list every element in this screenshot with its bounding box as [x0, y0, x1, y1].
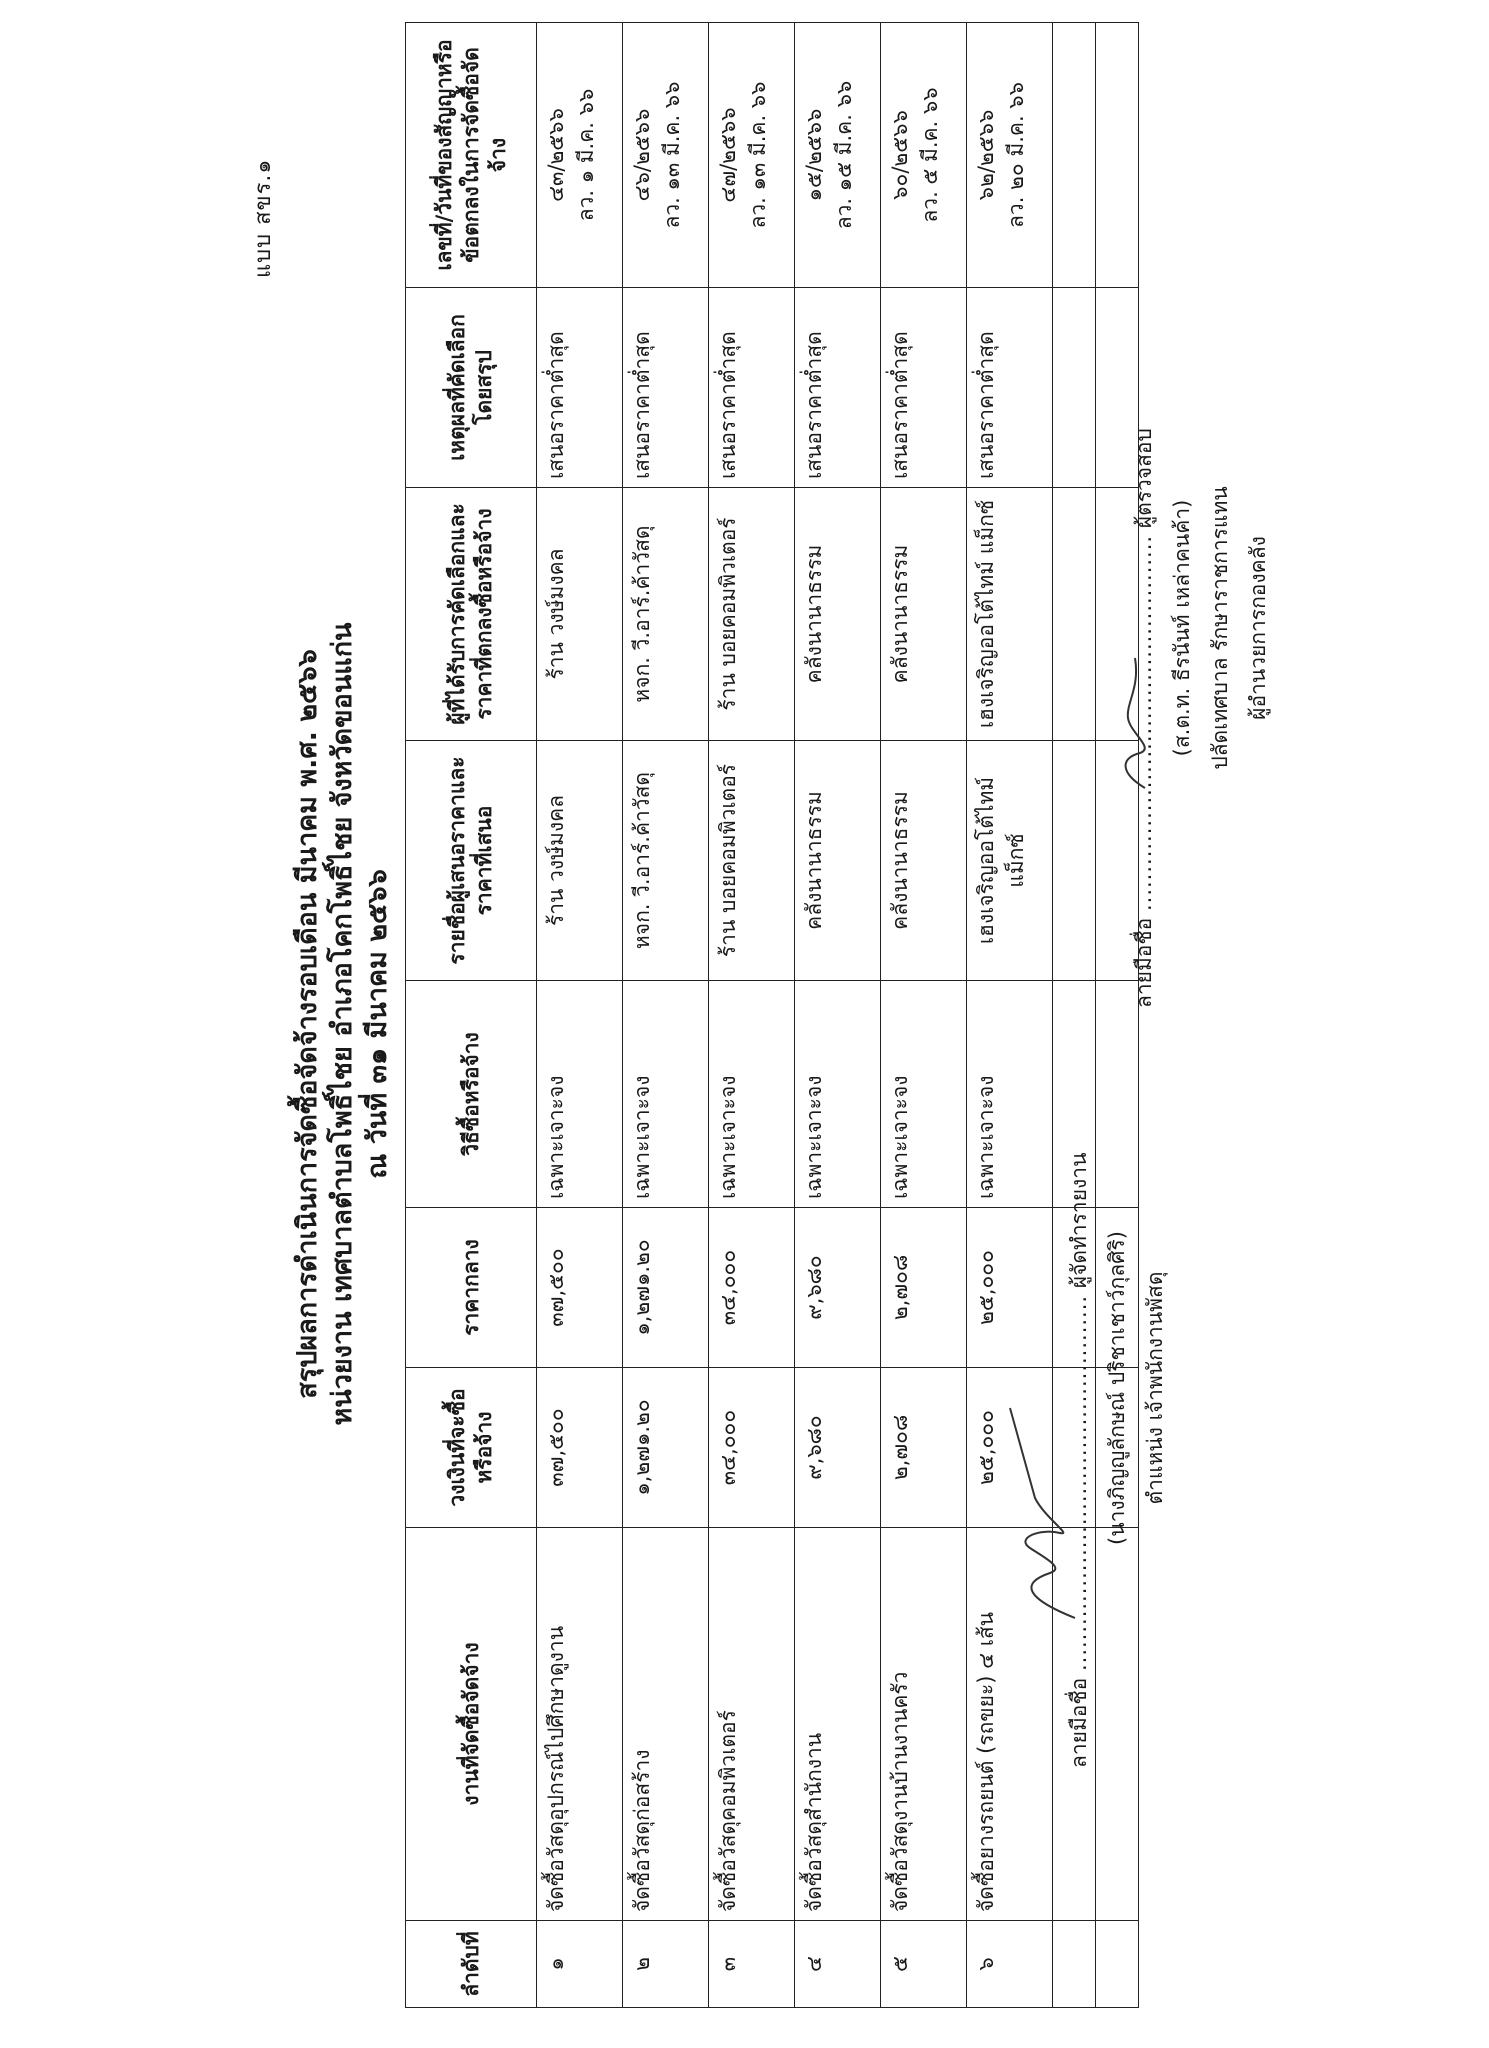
cell-method: เฉพาะเจาะจง [795, 981, 881, 1208]
cell-item: จัดซื้อวัสดุอุปกรณ์ไปศึกษาดูงาน [537, 1528, 623, 1921]
cell-contract [623, 23, 709, 288]
verifier-sign-label: ลายมือชื่อ [1132, 917, 1156, 1008]
contract-date: ลว. ๒๐ มี.ค. ๖๖ [1004, 82, 1028, 228]
cell-item: จัดซื้อยางรถยนต์ (รถขยะ) ๔ เส้น [967, 1528, 1053, 1921]
cell-no: ๓ [709, 1921, 795, 2008]
table-row [709, 23, 795, 2008]
cell-method: เฉพาะเจาะจง [709, 981, 795, 1208]
contract-number: ๖๒/๒๕๖๖ [974, 109, 998, 201]
header-bidders: รายชื่อผู้เสนอราคาและราคาที่เสนอ [406, 741, 537, 981]
header-reason: เหตุผลที่คัดเลือกโดยสรุป [406, 288, 537, 488]
contract-number: ๑๕/๒๕๖๖ [802, 108, 826, 202]
cell-method: เฉพาะเจาะจง [881, 981, 967, 1208]
contract-date: ลว. ๑๓ มี.ค. ๖๖ [746, 81, 770, 229]
title-line-1: สรุปผลการดำเนินการจัดซื้อจัดจ้างรอบเดือน มีนาคม พ.ศ. ๒๕๖๖ [292, 649, 323, 1399]
header-median-price: ราคากลาง [406, 1208, 537, 1368]
cell-bidders: ร้าน วงษ์มงคล [537, 741, 623, 981]
cell-winner: หจก. วี.อาร์.ค้าวัสดุ [623, 488, 709, 741]
title-line-2: หน่วยงาน เทศบาลตำบลโพธิ์ไชย อำเภอโคกโพธิ์ไชย จังหวัดขอนแก่น [327, 622, 358, 1426]
procurement-table [405, 22, 1139, 2008]
cell-item: จัดซื้อวัสดุคอมพิวเตอร์ [709, 1528, 795, 1921]
cell-bidders: หจก. วี.อาร์.ค้าวัสดุ [623, 741, 709, 981]
contract-date: ลว. ๑ มี.ค. ๖๖ [574, 88, 598, 222]
contract-date: ลว. ๕ มี.ค. ๖๖ [918, 87, 942, 223]
reporter-signature-icon [1005, 1398, 1085, 1628]
cell-contract [967, 23, 1053, 288]
cell-method: เฉพาะเจาะจง [967, 981, 1053, 1208]
reporter-name: (นางภิญญูลักษณ์ ปริชาเชาว์กุลศิริ) [1105, 1231, 1129, 1545]
cell-budget: ๙,๖๘๐ [795, 1368, 881, 1528]
contract-number: ๖๐/๒๕๖๖ [888, 110, 912, 200]
cell-contract [709, 23, 795, 288]
verifier-position-line-1: ปลัดเทศบาล รักษาราชการแทน [1208, 486, 1232, 770]
cell-method: เฉพาะเจาะจง [537, 981, 623, 1208]
table-row [967, 23, 1053, 2008]
cell-item: จัดซื้อวัสดุสำนักงาน [795, 1528, 881, 1921]
cell-winner: ร้าน วงษ์มงคล [537, 488, 623, 741]
document-title [290, 0, 395, 2048]
reporter-sign-label: ลายมือชื่อ [1067, 1677, 1091, 1768]
cell-contract [537, 23, 623, 288]
cell-bidders: คลังนานาธรรม [881, 741, 967, 981]
cell-item: จัดซื้อวัสดุงานบ้านงานครัว [881, 1528, 967, 1921]
cell-budget: ๑,๒๗๑.๒๐ [623, 1368, 709, 1528]
cell-median-price: ๓๔,๐๐๐ [709, 1208, 795, 1368]
reporter-position: ตำแหน่ง เจ้าพนักงานพัสดุ [1143, 1271, 1167, 1505]
cell-reason: เสนอราคาต่ำสุด [881, 288, 967, 488]
cell-reason: เสนอราคาต่ำสุด [623, 288, 709, 488]
cell-bidders: ร้าน บอยคอมพิวเตอร์ [709, 741, 795, 981]
cell-bidders: คลังนานาธรรม [795, 741, 881, 981]
cell-winner: คลังนานาธรรม [881, 488, 967, 741]
cell-contract [795, 23, 881, 288]
reporter-role-label: ผู้จัดทำรายงาน [1067, 1152, 1091, 1289]
verifier-position-line-2: ผู้อำนวยการกองคลัง [1246, 536, 1270, 720]
header-winner: ผู้ที่ได้รับการคัดเลือกและราคาที่ตกลงซื้อหรือจ้าง [406, 488, 537, 741]
cell-no: ๑ [537, 1921, 623, 2008]
cell-median-price: ๙,๖๘๐ [795, 1208, 881, 1368]
form-code: แบบ สขร.๑ [251, 158, 276, 278]
header-budget: วงเงินที่จะซื้อหรือจ้าง [406, 1368, 537, 1528]
cell-reason: เสนอราคาต่ำสุด [795, 288, 881, 488]
cell-budget: ๓๔,๐๐๐ [709, 1368, 795, 1528]
cell-reason: เสนอราคาต่ำสุด [537, 288, 623, 488]
reporter-signature-block [1060, 1008, 1174, 1768]
cell-budget: ๒๕,๐๐๐ [967, 1368, 1053, 1528]
cell-winner: คลังนานาธรรม [795, 488, 881, 741]
cell-winner: เฮงเจริญออโต้ไทม์ แม็กซ์ [967, 488, 1053, 741]
cell-contract [881, 23, 967, 288]
header-contract: เลขที่/วันที่ของสัญญาหรือข้อตกลงในการจัดซื้อจัดจ้าง [406, 23, 537, 288]
cell-median-price: ๑,๒๗๑.๒๐ [623, 1208, 709, 1368]
cell-no: ๖ [967, 1921, 1053, 2008]
cell-budget: ๒,๗๐๘ [881, 1368, 967, 1528]
cell-budget: ๓๗,๕๐๐ [537, 1368, 623, 1528]
cell-median-price: ๒๕,๐๐๐ [967, 1208, 1053, 1368]
verifier-name: (ส.ต.ท. ธีรนันท์ เหล่าคนค้า) [1170, 499, 1194, 757]
contract-date: ลว. ๑๓ มี.ค. ๖๖ [660, 81, 684, 229]
contract-number: ๔๖/๒๕๖๖ [630, 108, 654, 202]
title-line-3: ณ วันที่ ๓๑ มีนาคม ๒๕๖๖ [362, 869, 393, 1179]
contract-number: ๔๗/๒๕๖๖ [716, 107, 740, 203]
verifier-sign-line: ลายมือชื่อ ................................................. ผู้ตรวจสอบ [1132, 428, 1156, 1008]
cell-reason: เสนอราคาต่ำสุด [709, 288, 795, 488]
table-row [795, 23, 881, 2008]
cell-item: จัดซื้อวัสดุก่อสร้าง [623, 1528, 709, 1921]
cell-median-price: ๓๗,๕๐๐ [537, 1208, 623, 1368]
cell-bidders: เฮงเจริญออโต้ไทม์ แม็กซ์ [967, 741, 1053, 981]
reporter-sign-line: ลายมือชื่อ ................................................. ผู้จัดทำรายงาน [1067, 1152, 1091, 1768]
table-row [537, 23, 623, 2008]
cell-no: ๒ [623, 1921, 709, 2008]
cell-median-price: ๒,๗๐๘ [881, 1208, 967, 1368]
header-item: งานที่จัดซื้อจัดจ้าง [406, 1528, 537, 1921]
verifier-role-label: ผู้ตรวจสอบ [1132, 428, 1156, 529]
cell-no: ๔ [795, 1921, 881, 2008]
cell-reason: เสนอราคาต่ำสุด [967, 288, 1053, 488]
contract-number: ๔๓/๒๕๖๖ [544, 108, 568, 202]
cell-winner: ร้าน บอยคอมพิวเตอร์ [709, 488, 795, 741]
header-method: วิธีซื้อหรือจ้าง [406, 981, 537, 1208]
verifier-signature-icon [1110, 648, 1160, 798]
contract-date: ลว. ๑๕ มี.ค. ๖๖ [832, 80, 856, 230]
header-no: ลำดับที่ [406, 1921, 537, 2008]
cell-method: เฉพาะเจาะจง [623, 981, 709, 1208]
verifier-signature-block [1125, 248, 1277, 1008]
table-row [881, 23, 967, 2008]
table-row [623, 23, 709, 2008]
table-header-row [406, 23, 537, 2008]
cell-no: ๕ [881, 1921, 967, 2008]
